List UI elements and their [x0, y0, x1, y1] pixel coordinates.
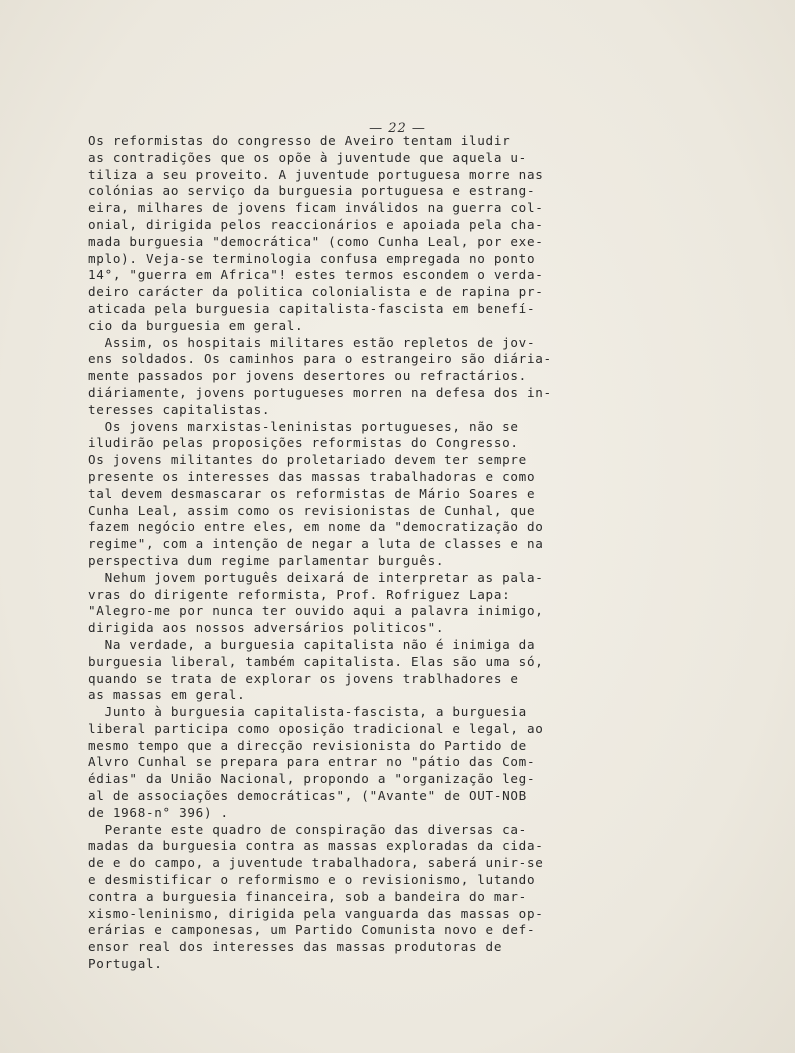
text-line: tal devem desmascarar os reformistas de Mário Soares e: [88, 485, 536, 501]
text-line: xismo-leninismo, dirigida pela vanguarda das massas op-: [88, 905, 544, 921]
text-line: Na verdade, a burguesia capitalista não é inimiga da: [88, 636, 536, 652]
text-line: ensor real dos interesses das massas produtoras de: [88, 939, 503, 955]
text-line: Perante este quadro de conspiração das diversas ca-: [88, 821, 527, 837]
text-line: burguesia liberal, também capitalista. Elas são uma só,: [88, 653, 544, 669]
text-line: eira, milhares de jovens ficam inválidos na guerra col-: [88, 200, 544, 216]
text-line: vras do dirigente reformista, Prof. Rofriguez Lapa:: [88, 586, 511, 602]
text-line: mesmo tempo que a direcção revisionista do Partido de: [88, 737, 527, 753]
text-line: deiro carácter da politica colonialista e de rapina pr-: [88, 284, 544, 300]
text-line: mplo). Veja-se terminologia confusa empregada no ponto: [88, 250, 536, 266]
text-line: liberal participa como oposição tradicional e legal, ao: [88, 720, 544, 736]
text-line: "Alegro-me por nunca ter ouvido aqui a palavra inimigo,: [88, 603, 544, 619]
text-line: Portugal.: [88, 956, 163, 972]
text-line: onial, dirigida pelos reaccionários e apoiada pela cha-: [88, 216, 544, 232]
text-line: perspectiva dum regime parlamentar burguês.: [88, 552, 445, 568]
text-line: diáriamente, jovens portugueses morren na defesa dos in-: [88, 384, 552, 400]
text-line: teresses capitalistas.: [88, 401, 271, 417]
text-line: fazem negócio entre eles, em nome da "democratização do: [88, 519, 544, 535]
text-line: madas da burguesia contra as massas exploradas da cida-: [88, 838, 544, 854]
text-line: ens soldados. Os caminhos para o estrangeiro são diária-: [88, 351, 552, 367]
text-line: contra a burguesia financeira, sob a bandeira do mar-: [88, 888, 527, 904]
page-number: — 22 —: [369, 121, 426, 136]
text-line: as contradições que os opõe à juventude que aquela u-: [88, 149, 527, 165]
text-line: Os reformistas do congresso de Aveiro tentam iludir: [88, 133, 511, 148]
text-line: Cunha Leal, assim como os revisionistas de Cunhal, que: [88, 502, 536, 518]
text-line: aticada pela burguesia capitalista-fascista em benefí-: [88, 300, 536, 316]
text-line: al de associações democráticas", ("Avante" de OUT-NOB: [88, 788, 527, 804]
text-line: de e do campo, a juventude trabalhadora, saberá unir-se: [88, 855, 544, 871]
text-line: Nehum jovem português deixará de interpretar as pala-: [88, 569, 544, 585]
text-line: iludirão pelas proposições reformistas do Congresso.: [88, 435, 519, 451]
text-line: Alvro Cunhal se prepara para entrar no "pátio das Com-: [88, 754, 536, 770]
text-line: presente os interesses das massas trabalhadoras e como: [88, 468, 536, 484]
text-line: 14°, "guerra em Africa"! estes termos escondem o verda-: [88, 267, 544, 283]
text-body: [88, 133, 648, 973]
text-line: Assim, os hospitais militares estão repletos de jov-: [88, 334, 536, 350]
text-line: as massas em geral.: [88, 687, 246, 703]
text-line: mente passados por jovens desertores ou refractários.: [88, 368, 527, 384]
text-line: Os jovens marxistas-leninistas portugueses, não se: [88, 418, 519, 434]
text-line: regime", com a intenção de negar a luta de classes e na: [88, 536, 544, 552]
text-line: erárias e camponesas, um Partido Comunista novo e def-: [88, 922, 536, 938]
text-line: tiliza a seu proveito. A juventude portuguesa morre nas: [88, 166, 544, 182]
text-line: cio da burguesia em geral.: [88, 317, 304, 333]
text-line: mada burguesia "democrática" (como Cunha Leal, por exe-: [88, 233, 544, 249]
text-line: de 1968-n° 396) .: [88, 804, 229, 820]
text-line: colónias ao serviço da burguesia portuguesa e estrang-: [88, 183, 536, 199]
text-line: dirigida aos nossos adversários politicos".: [88, 620, 445, 636]
text-line: e desmistificar o reformismo e o revisionismo, lutando: [88, 872, 536, 888]
text-line: Junto à burguesia capitalista-fascista, a burguesia: [88, 704, 527, 720]
text-line: édias" da União Nacional, propondo a "organização leg-: [88, 771, 536, 787]
text-line: quando se trata de explorar os jovens trablhadores e: [88, 670, 519, 686]
text-line: Os jovens militantes do proletariado devem ter sempre: [88, 452, 527, 468]
